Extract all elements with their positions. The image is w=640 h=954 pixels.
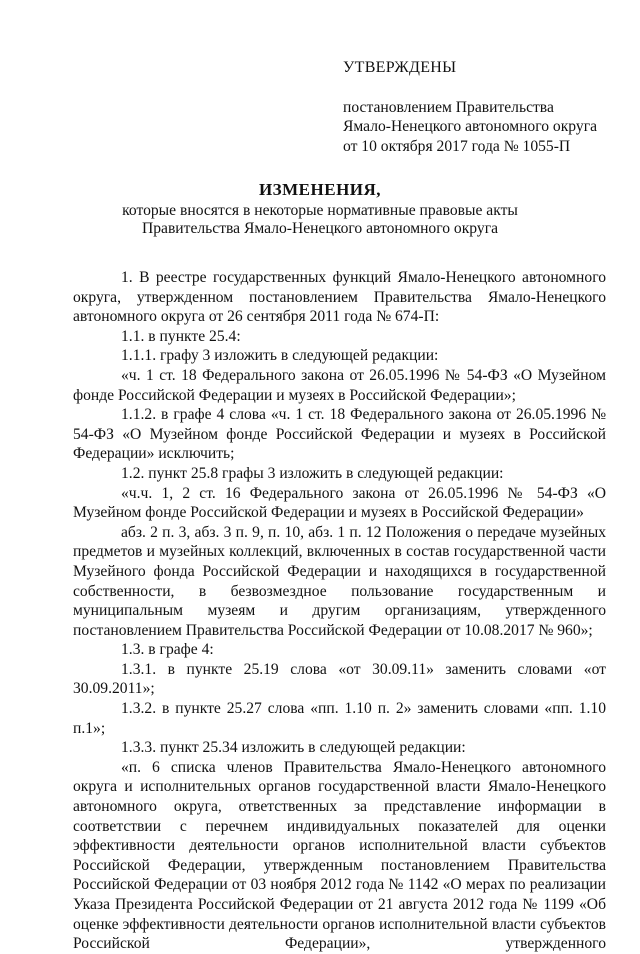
approval-stamp <box>343 58 633 156</box>
paragraph: 1. В реестре государственных функций Ямало-Ненецкого автономного округа, утвержденном постановлением Правительства Ямало-Ненецкого автономного округа от 26 сентября 2011 года № 674-П: <box>73 269 606 326</box>
approval-line: Ямало-Ненецкого автономного округа <box>343 118 598 136</box>
paragraph: 1.1. в пункте 25.4: <box>121 327 241 345</box>
paragraph: «п. 6 списка членов Правительства Ямало-Ненецкого автономного округа и исполнительных органов государственной власти Ямало-Ненецкого автономного округа, ответственных за представление информации в соответствии с перечнем индивидуальных показателей для оценки эффективности деятельности органов исполнительной власти субъектов Российской Федерации, утвержденным постановлением Правительства Российской Федерации от 03 ноября 2012 года № 1142 «О мерах по реализации Указа Президента Российской Федерации от 21 августа 2012 года № 1199 «Об оценке эффективности деятельности органов исполнительной власти субъектов Российской Федерации», утвержденного <box>73 758 606 953</box>
document-title: ИЗМЕНЕНИЯ, <box>258 180 382 199</box>
paragraph: 1.3.2. в пункте 25.27 слова «пп. 1.10 п. 2» заменить словами «пп. 1.10 п.1»; <box>73 700 606 737</box>
approval-heading: УТВЕРЖДЕНЫ <box>343 59 457 76</box>
document-body <box>73 268 606 954</box>
paragraph: 1.3.3. пункт 25.34 изложить в следующей редакции: <box>121 739 466 757</box>
paragraph: 1.2. пункт 25.8 графы 3 изложить в следующей редакции: <box>121 464 504 482</box>
paragraph: 1.1.2. в графе 4 слова «ч. 1 ст. 18 Федерального закона от 26.05.1996 № 54-ФЗ «О Музейном фонде Российской Федерации и музеях в Российской Федерации» исключить; <box>73 406 606 463</box>
paragraph: 1.3. в графе 4: <box>121 641 214 659</box>
document-title-block <box>0 180 640 239</box>
paragraph: 1.1.1. графу 3 изложить в следующей редакции: <box>121 347 439 365</box>
paragraph: «ч.ч. 1, 2 ст. 16 Федерального закона от 26.05.1996 № 54-ФЗ «О Музейном фонде Российской Федерации и музеях в Российской Федерации» <box>73 484 606 522</box>
paragraph: 1.3.1. в пункте 25.19 слова «от 30.09.11» заменить словами «от 30.09.2011»; <box>73 660 606 698</box>
document-subtitle: которые вносятся в некоторые нормативные правовые акты <box>122 201 518 219</box>
paragraph: абз. 2 п. 3, абз. 3 п. 9, п. 10, абз. 1 п. 12 Положения о передаче музейных предметов и музейных коллекций, включенных в состав государственной части Музейного фонда Российской Федерации и находящихся в государственной собственности, в безвозмездное пользование государственным и муниципальным музеям и другим организациям, утвержденного постановлением Правительства Российской Федерации от 10.08.2017 № 960»; <box>73 523 606 639</box>
approval-line: от 10 октября 2017 года № 1055-П <box>343 137 571 155</box>
approval-line: постановлением Правительства <box>343 98 554 116</box>
paragraph: «ч. 1 ст. 18 Федерального закона от 26.05.1996 № 54-ФЗ «О Музейном фонде Российской Федерации и музеях в Российской Федерации»; <box>73 366 606 404</box>
document-subtitle: Правительства Ямало-Ненецкого автономного округа <box>141 220 499 238</box>
